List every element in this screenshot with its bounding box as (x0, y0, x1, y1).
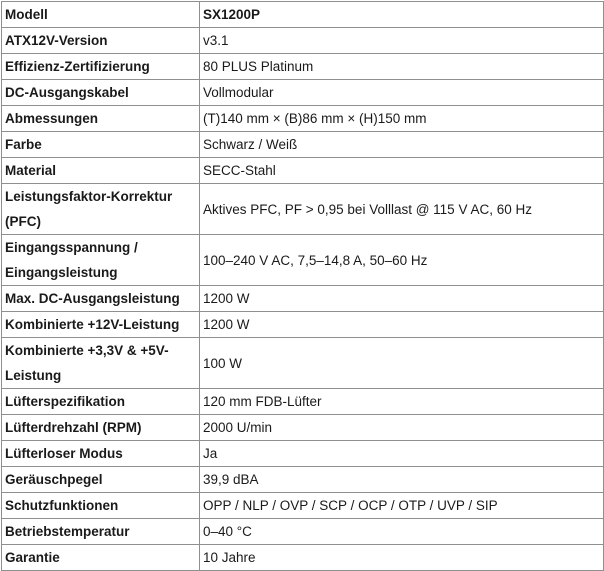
table-row (2, 235, 604, 286)
table-row (2, 415, 604, 441)
row-value: SECC-Stahl (200, 158, 604, 184)
table-row (2, 545, 604, 571)
table-row (2, 28, 604, 54)
row-label: Eingangsspannung / Eingangsleistung (2, 235, 200, 286)
row-value: v3.1 (200, 28, 604, 54)
row-label: Kombinierte +3,3V & +5V-Leistung (2, 338, 200, 389)
table-row (2, 184, 604, 235)
row-value: 100–240 V AC, 7,5–14,8 A, 50–60 Hz (200, 235, 604, 286)
table-row (2, 54, 604, 80)
row-label: Material (2, 158, 200, 184)
row-value: 80 PLUS Platinum (200, 54, 604, 80)
row-label: Modell (2, 2, 200, 28)
row-value: (T)140 mm × (B)86 mm × (H)150 mm (200, 106, 604, 132)
row-value: 120 mm FDB-Lüfter (200, 389, 604, 415)
table-row (2, 312, 604, 338)
row-label: Geräuschpegel (2, 467, 200, 493)
row-value: 0–40 °C (200, 519, 604, 545)
row-value: 10 Jahre (200, 545, 604, 571)
row-value: 2000 U/min (200, 415, 604, 441)
row-value: 100 W (200, 338, 604, 389)
row-value: Vollmodular (200, 80, 604, 106)
table-row (2, 106, 604, 132)
row-label: ATX12V-Version (2, 28, 200, 54)
table-row (2, 441, 604, 467)
row-label: Effizienz-Zertifizierung (2, 54, 200, 80)
table-row (2, 467, 604, 493)
row-label: Kombinierte +12V-Leistung (2, 312, 200, 338)
row-value: OPP / NLP / OVP / SCP / OCP / OTP / UVP / SIP (200, 493, 604, 519)
row-label: Abmessungen (2, 106, 200, 132)
row-value: SX1200P (200, 2, 604, 28)
row-value: 1200 W (200, 312, 604, 338)
row-label: DC-Ausgangskabel (2, 80, 200, 106)
row-label: Max. DC-Ausgangsleistung (2, 286, 200, 312)
row-label: Farbe (2, 132, 200, 158)
row-label: Schutzfunktionen (2, 493, 200, 519)
table-row (2, 286, 604, 312)
row-value: Aktives PFC, PF > 0,95 bei Volllast @ 115 V AC, 60 Hz (200, 184, 604, 235)
row-value: Schwarz / Weiß (200, 132, 604, 158)
row-label: Lüfterloser Modus (2, 441, 200, 467)
table-row (2, 338, 604, 389)
table-row (2, 132, 604, 158)
table-row (2, 493, 604, 519)
spec-table (1, 1, 604, 571)
row-label: Lüfterspezifikation (2, 389, 200, 415)
row-label: Leistungsfaktor-Korrektur (PFC) (2, 184, 200, 235)
table-row (2, 158, 604, 184)
table-row-modell (2, 2, 604, 28)
row-value: 1200 W (200, 286, 604, 312)
table-row (2, 80, 604, 106)
row-value: 39,9 dBA (200, 467, 604, 493)
row-value: Ja (200, 441, 604, 467)
table-row (2, 519, 604, 545)
table-row (2, 389, 604, 415)
row-label: Garantie (2, 545, 200, 571)
row-label: Lüfterdrehzahl (RPM) (2, 415, 200, 441)
row-label: Betriebstemperatur (2, 519, 200, 545)
